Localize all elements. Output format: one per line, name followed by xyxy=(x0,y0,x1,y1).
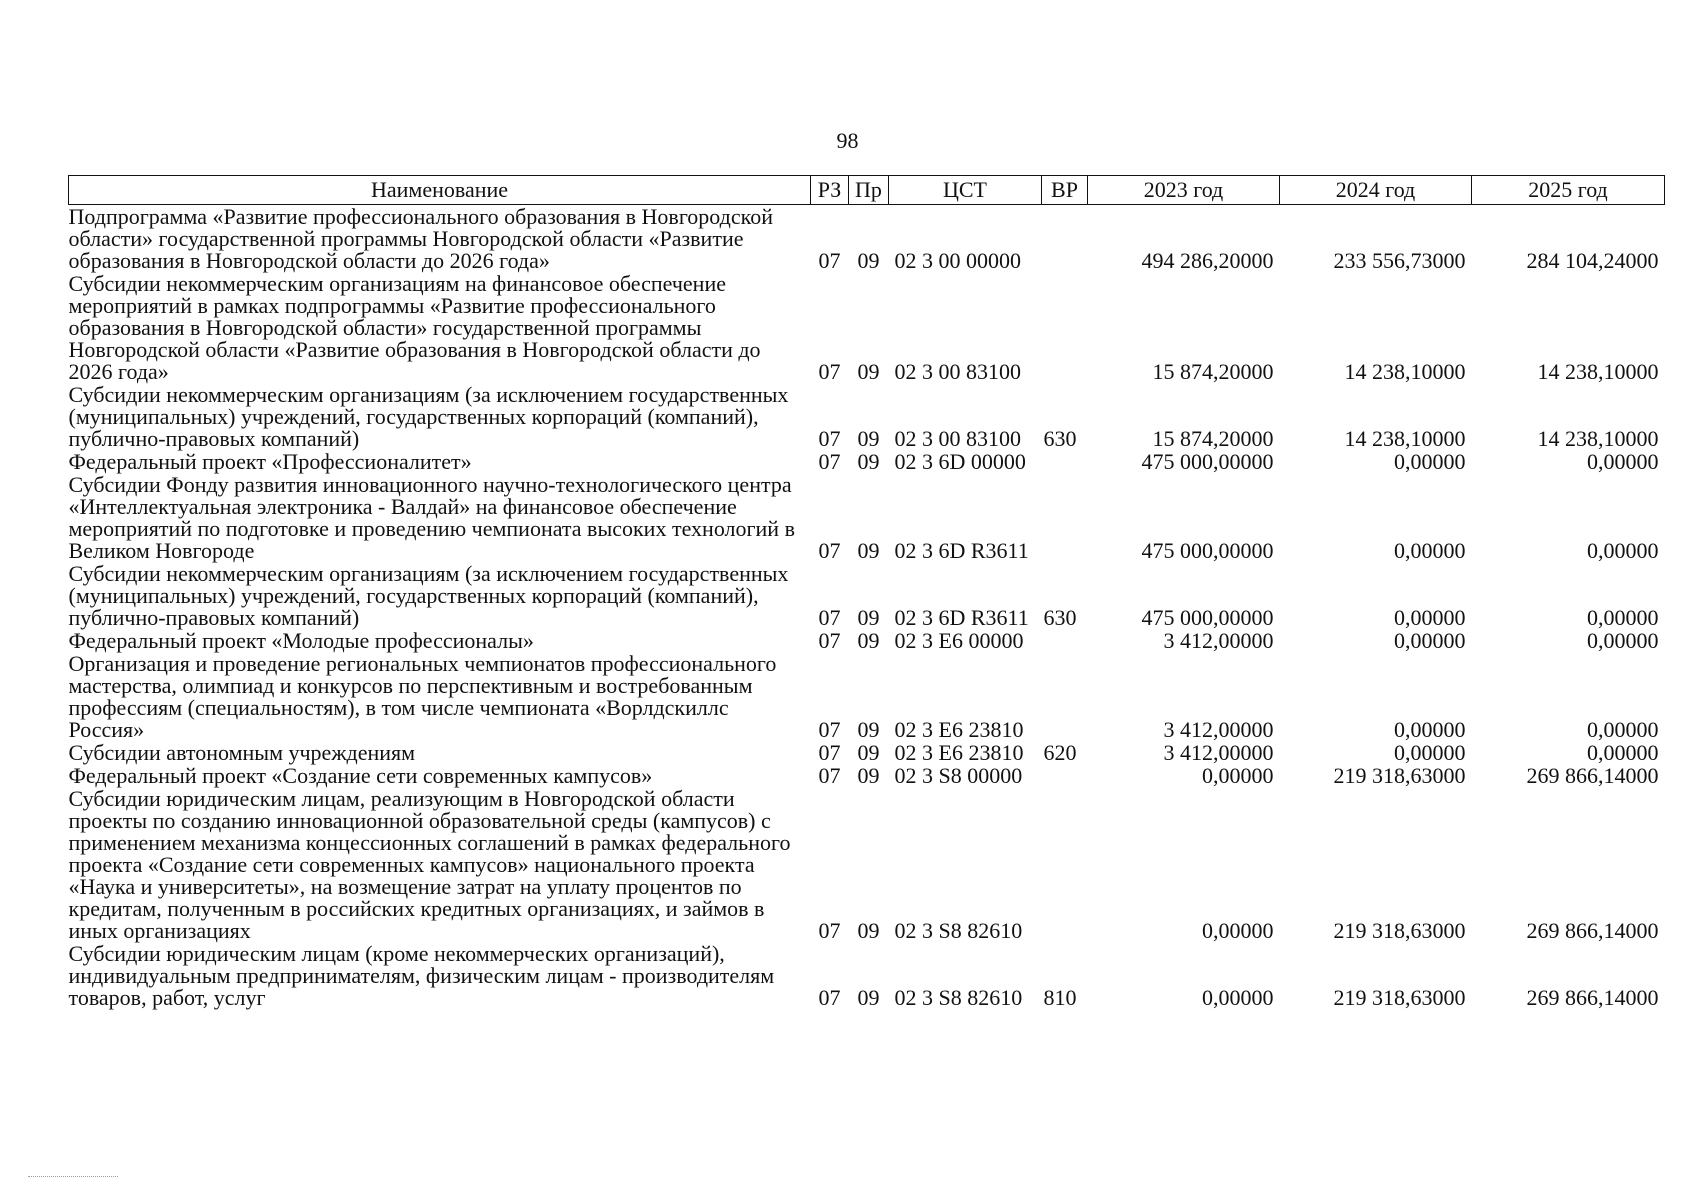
table-header xyxy=(69,176,1665,205)
row-2024: 0,00000 xyxy=(1394,538,1466,563)
header-cst: ЦСТ xyxy=(889,176,1042,205)
row-2024: 219 318,63000 xyxy=(1333,985,1466,1010)
row-vr: 630 xyxy=(1043,426,1077,451)
row-2025: 14 238,10000 xyxy=(1537,359,1659,384)
row-2024: 14 238,10000 xyxy=(1344,359,1466,384)
row-2024: 0,00000 xyxy=(1394,449,1466,474)
row-2023: 475 000,00000 xyxy=(1141,449,1274,474)
row-name: Субсидии некоммерческим организациям (за исключением государственных (муниципальных) учреждений, государственных корпораций (компаний), публично-правовых компаний) xyxy=(68,382,789,451)
row-rz: 07 xyxy=(818,717,841,742)
row-pr: 09 xyxy=(857,763,880,788)
row-2023: 475 000,00000 xyxy=(1141,538,1274,563)
row-2025: 14 238,10000 xyxy=(1537,426,1659,451)
table-row xyxy=(69,383,1665,450)
row-pr: 09 xyxy=(857,359,880,384)
row-2023: 494 286,20000 xyxy=(1141,248,1274,273)
row-vr xyxy=(1042,629,1088,652)
row-2025: 0,00000 xyxy=(1587,449,1659,474)
header-2025: 2025 год xyxy=(1472,176,1665,205)
row-rz: 07 xyxy=(818,449,841,474)
row-rz: 07 xyxy=(818,763,841,788)
header-vr: ВР xyxy=(1042,176,1088,205)
row-pr: 09 xyxy=(857,449,880,474)
row-2023: 3 412,00000 xyxy=(1163,740,1274,765)
table-row xyxy=(69,473,1665,562)
row-name: Субсидии автономным учреждениям xyxy=(68,740,416,765)
row-2023: 0,00000 xyxy=(1202,763,1274,788)
row-cst: 02 3 6D 00000 xyxy=(894,449,1026,474)
row-2025: 0,00000 xyxy=(1587,717,1659,742)
row-pr: 09 xyxy=(857,628,880,653)
row-pr: 09 xyxy=(857,248,880,273)
row-name: Субсидии юридическим лицам, реализующим в Новгородской области проекты по созданию инновационной образовательной среды (кампусов) с применением механизма концессионных соглашений в рамках федерального проекта «Создание сети современных кампусов» национального проекта «Наука и университеты», на возмещение затрат на уплату процентов по кредитам, полученным в российских кредитных организациях, и займов в иных организациях xyxy=(68,786,791,943)
row-vr xyxy=(1042,764,1088,787)
row-cst: 02 3 E6 23810 xyxy=(894,717,1024,742)
table-row xyxy=(69,652,1665,741)
row-name: Субсидии некоммерческим организациям (за исключением государственных (муниципальных) учреждений, государственных корпораций (компаний), публично-правовых компаний) xyxy=(68,561,789,630)
row-vr xyxy=(1042,473,1088,562)
header-rz: РЗ xyxy=(811,176,849,205)
row-vr: 620 xyxy=(1043,740,1077,765)
row-2023: 475 000,00000 xyxy=(1141,605,1274,630)
table-row xyxy=(69,764,1665,787)
row-2024: 219 318,63000 xyxy=(1333,763,1466,788)
row-rz: 07 xyxy=(818,985,841,1010)
row-name: Организация и проведение региональных чемпионатов профессионального мастерства, олимпиад и конкурсов по перспективным и востребованным профессиям (специальностям), в том числе чемпионата «Ворлдскиллс Россия» xyxy=(68,651,777,742)
row-cst: 02 3 S8 82610 xyxy=(894,918,1023,943)
row-rz: 07 xyxy=(818,740,841,765)
row-2025: 269 866,14000 xyxy=(1526,985,1659,1010)
row-2024: 219 318,63000 xyxy=(1333,918,1466,943)
row-2025: 0,00000 xyxy=(1587,538,1659,563)
row-rz: 07 xyxy=(818,605,841,630)
header-row xyxy=(69,176,1665,205)
row-vr xyxy=(1042,205,1088,273)
row-rz: 07 xyxy=(818,359,841,384)
table-row xyxy=(69,205,1665,273)
row-2023: 15 874,20000 xyxy=(1152,359,1274,384)
row-name: Субсидии юридическим лицам (кроме некоммерческих организаций), индивидуальным предпринимателям, физическим лицам - производителям товаров, работ, услуг xyxy=(68,941,775,1010)
row-pr: 09 xyxy=(857,538,880,563)
table-body xyxy=(69,205,1665,1010)
row-vr xyxy=(1042,787,1088,942)
row-cst: 02 3 E6 23810 xyxy=(894,740,1024,765)
row-cst: 02 3 E6 00000 xyxy=(894,628,1024,653)
row-2025: 0,00000 xyxy=(1587,605,1659,630)
table-row xyxy=(69,942,1665,1009)
row-pr: 09 xyxy=(857,918,880,943)
row-vr: 810 xyxy=(1043,985,1077,1010)
row-cst: 02 3 6D R3611 xyxy=(894,605,1029,630)
row-name: Субсидии некоммерческим организациям на финансовое обеспечение мероприятий в рамках подпрограммы «Развитие профессионального образования в Новгородской области» государственной программы Новгородской области «Развитие образования в Новгородской области до 2026 года» xyxy=(68,271,761,384)
table-row xyxy=(69,741,1665,764)
row-cst: 02 3 00 83100 xyxy=(894,426,1021,451)
table-row xyxy=(69,450,1665,473)
row-cst: 02 3 S8 00000 xyxy=(894,763,1023,788)
header-2023: 2023 год xyxy=(1088,176,1280,205)
row-name: Федеральный проект «Создание сети современных кампусов» xyxy=(68,763,653,788)
row-2023: 0,00000 xyxy=(1202,985,1274,1010)
row-2023: 3 412,00000 xyxy=(1163,628,1274,653)
row-2025: 284 104,24000 xyxy=(1526,248,1659,273)
row-2023: 3 412,00000 xyxy=(1163,717,1274,742)
row-cst: 02 3 S8 82610 xyxy=(894,985,1023,1010)
header-2024: 2024 год xyxy=(1280,176,1472,205)
row-vr xyxy=(1042,450,1088,473)
row-rz: 07 xyxy=(818,426,841,451)
header-name: Наименование xyxy=(69,176,811,205)
row-rz: 07 xyxy=(818,628,841,653)
row-2025: 269 866,14000 xyxy=(1526,763,1659,788)
row-pr: 09 xyxy=(857,426,880,451)
row-name: Субсидии Фонду развития инновационного научно-технологического центра «Интеллектуальная электроника - Валдай» на финансовое обеспечение мероприятий по подготовке и проведению чемпионата высоких технологий в Великом Новгороде xyxy=(68,472,795,563)
row-2023: 0,00000 xyxy=(1202,918,1274,943)
row-2025: 269 866,14000 xyxy=(1526,918,1659,943)
row-2024: 0,00000 xyxy=(1394,628,1466,653)
table-row xyxy=(69,272,1665,383)
row-name: Подпрограмма «Развитие профессионального образования в Новгородской области» государственной программы Новгородской области «Развитие образования в Новгородской области до 2026 года» xyxy=(68,204,773,273)
row-2025: 0,00000 xyxy=(1587,740,1659,765)
table-row xyxy=(69,787,1665,942)
row-pr: 09 xyxy=(857,740,880,765)
row-pr: 09 xyxy=(857,985,880,1010)
row-2024: 0,00000 xyxy=(1394,605,1466,630)
scan-edge-mark xyxy=(28,1176,118,1177)
row-vr xyxy=(1042,272,1088,383)
row-vr xyxy=(1042,652,1088,741)
row-cst: 02 3 6D R3611 xyxy=(894,538,1029,563)
row-2023: 15 874,20000 xyxy=(1152,426,1274,451)
table-row xyxy=(69,629,1665,652)
row-cst: 02 3 00 83100 xyxy=(894,359,1021,384)
row-2024: 14 238,10000 xyxy=(1344,426,1466,451)
row-2025: 0,00000 xyxy=(1587,628,1659,653)
row-rz: 07 xyxy=(818,538,841,563)
row-2024: 0,00000 xyxy=(1394,740,1466,765)
row-name: Федеральный проект «Молодые профессионалы» xyxy=(68,628,534,653)
row-pr: 09 xyxy=(857,605,880,630)
row-2024: 0,00000 xyxy=(1394,717,1466,742)
row-rz: 07 xyxy=(818,918,841,943)
table-row xyxy=(69,562,1665,629)
header-pr: Пр xyxy=(849,176,889,205)
budget-table xyxy=(68,175,1665,1009)
row-pr: 09 xyxy=(857,717,880,742)
row-2024: 233 556,73000 xyxy=(1333,248,1466,273)
row-name: Федеральный проект «Профессионалитет» xyxy=(68,449,472,474)
row-vr: 630 xyxy=(1043,605,1077,630)
row-cst: 02 3 00 00000 xyxy=(894,248,1021,273)
page-number: 98 xyxy=(836,128,859,153)
row-rz: 07 xyxy=(818,248,841,273)
